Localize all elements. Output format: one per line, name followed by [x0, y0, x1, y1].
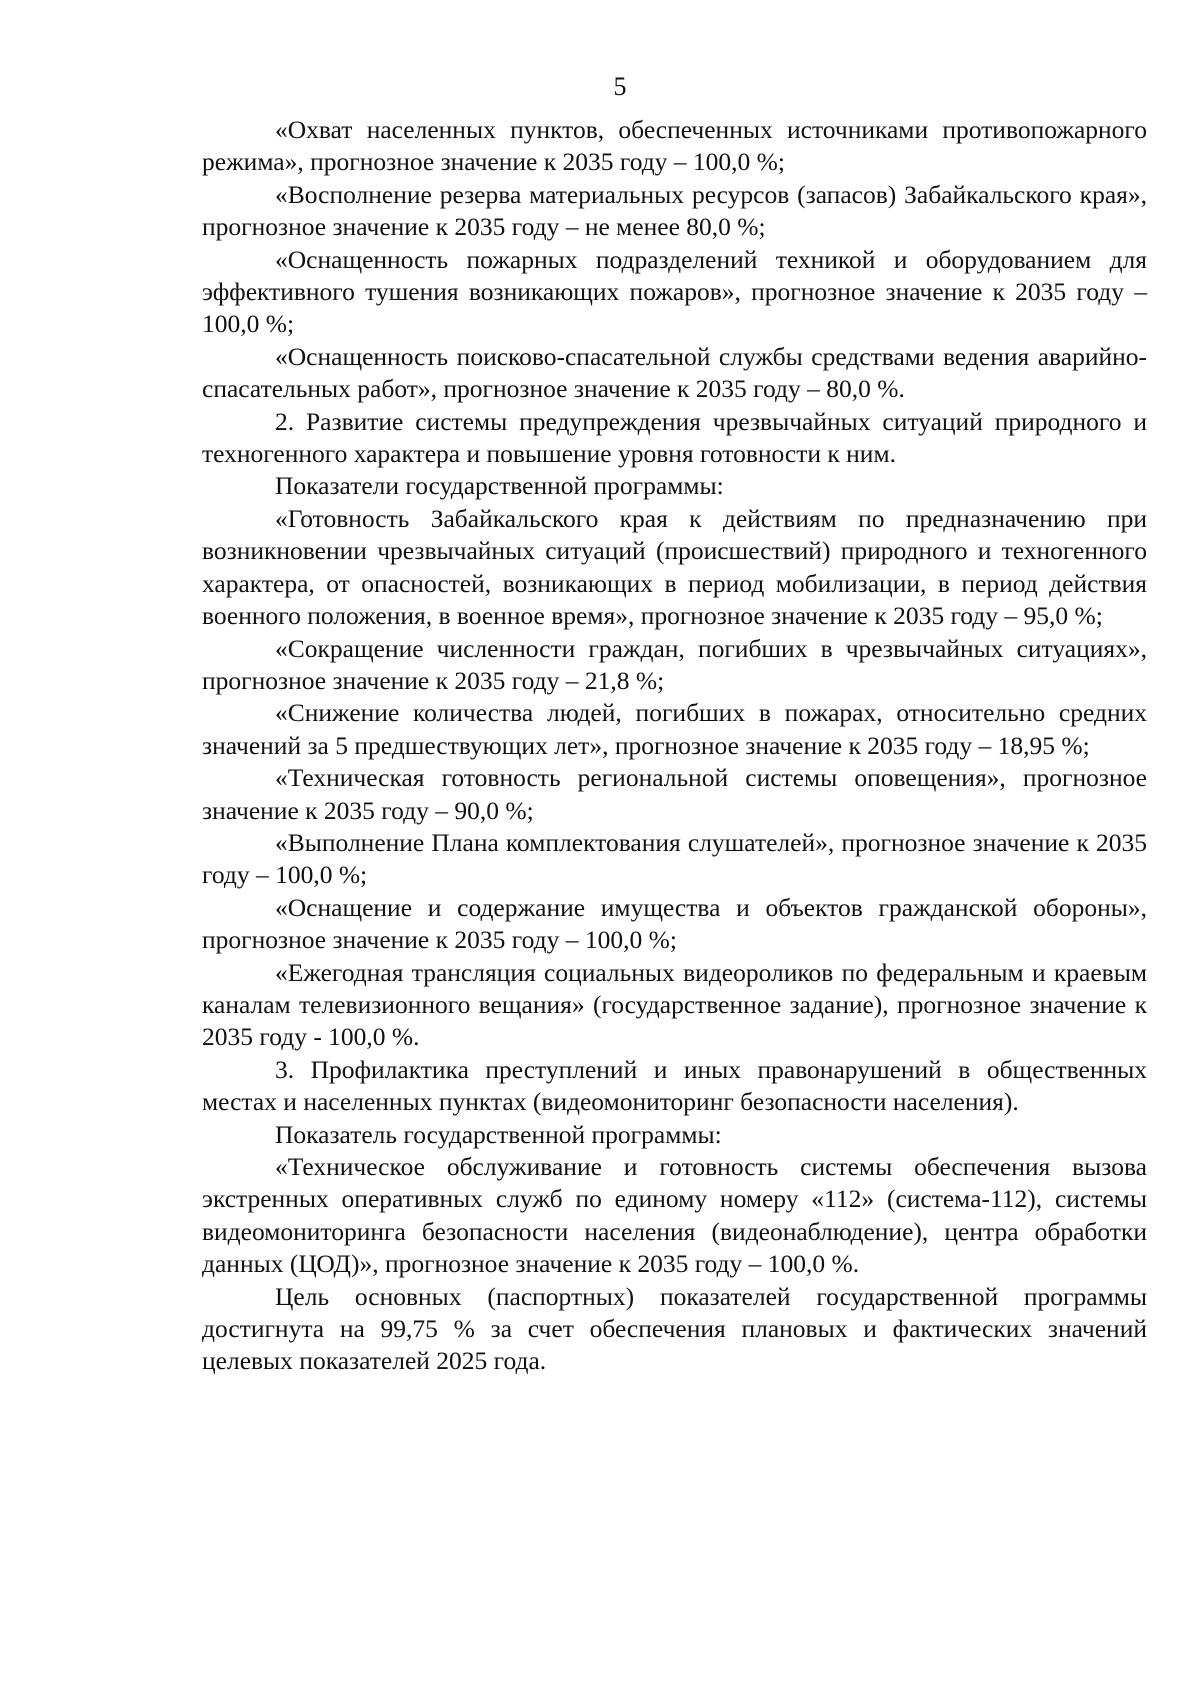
paragraph-section-3-heading: 3. Профилактика преступлений и иных правонарушений в общественных местах и населенных пунктах (видеомониторинг безопасности населения).: [202, 1054, 1147, 1117]
paragraph-indicator-fire-equipment: «Оснащенность пожарных подразделений техникой и оборудованием для эффективного тушения возникающих пожаров», прогнозное значение к 2035 году – 100,0 %;: [202, 244, 1147, 339]
paragraph-indicator-emergency-deaths: «Сокращение численности граждан, погибших в чрезвычайных ситуациях», прогнозное значение к 2035 году – 21,8 %;: [202, 633, 1147, 695]
paragraph-indicator-fire-deaths: «Снижение количества людей, погибших в пожарах, относительно средних значений за 5 предшествующих лет», прогнозное значение к 2035 году – 18,95 %;: [202, 698, 1147, 760]
paragraph-indicator-reserve-replenishment: «Восполнение резерва материальных ресурсов (запасов) Забайкальского края», прогнозное значение к 2035 году – не менее 80,0 %;: [202, 179, 1147, 242]
paragraph-indicator-fire-coverage: «Охват населенных пунктов, обеспеченных источниками противопожарного режима», прогнозное значение к 2035 году – 100,0 %;: [202, 115, 1147, 177]
paragraph-indicator-warning-system: «Техническая готовность региональной системы оповещения», прогнозное значение к 2035 году – 90,0 %;: [202, 763, 1147, 825]
paragraph-goal-achievement: Цель основных (паспортных) показателей государственной программы достигнута на 99,75 % за счет обеспечения плановых и фактических значений целевых показателей 2025 года.: [202, 1281, 1147, 1376]
paragraph-indicator-system-112: «Техническое обслуживание и готовность системы обеспечения вызова экстренных оперативных служб по единому номеру «112» (система-112), системы видеомониторинга безопасности населения (видеонаблюдение), центра обработки данных (ЦОД)», прогнозное значение к 2035 году – 100,0 %.: [202, 1152, 1147, 1279]
paragraph-indicator-civil-defense: «Оснащение и содержание имущества и объектов гражданской обороны», прогнозное значение к 2035 году – 100,0 %;: [202, 892, 1147, 955]
page-number: 5: [613, 72, 627, 101]
paragraph-indicator-training-plan: «Выполнение Плана комплектования слушателей», прогнозное значение к 2035 году – 100,0 %;: [202, 827, 1147, 890]
paragraph-indicator-label: Показатель государственной программы:: [275, 1119, 722, 1149]
document-body: [202, 114, 1147, 1378]
paragraph-indicator-rescue-equipment: «Оснащенность поисково-спасательной службы средствами ведения аварийно-спасательных работ», прогнозное значение к 2035 году – 80,0 %.: [202, 341, 1147, 404]
paragraph-indicators-label: Показатели государственной программы:: [275, 471, 724, 501]
paragraph-indicator-social-videos: «Ежегодная трансляция социальных видеороликов по федеральным и краевым каналам телевизионного вещания» (государственное задание), прогнозное значение к 2035 году - 100,0 %.: [202, 957, 1147, 1052]
paragraph-section-2-heading: 2. Развитие системы предупреждения чрезвычайных ситуаций природного и техногенного характера и повышение уровня готовности к ним.: [202, 406, 1147, 469]
paragraph-indicator-readiness: «Готовность Забайкальского края к действиям по предназначению при возникновении чрезвычайных ситуаций (происшествий) природного и техногенного характера, от опасностей, возникающих в период мобилизации, в период действия военного положения, в военное время», прогнозное значение к 2035 году – 95,0 %;: [202, 503, 1147, 631]
